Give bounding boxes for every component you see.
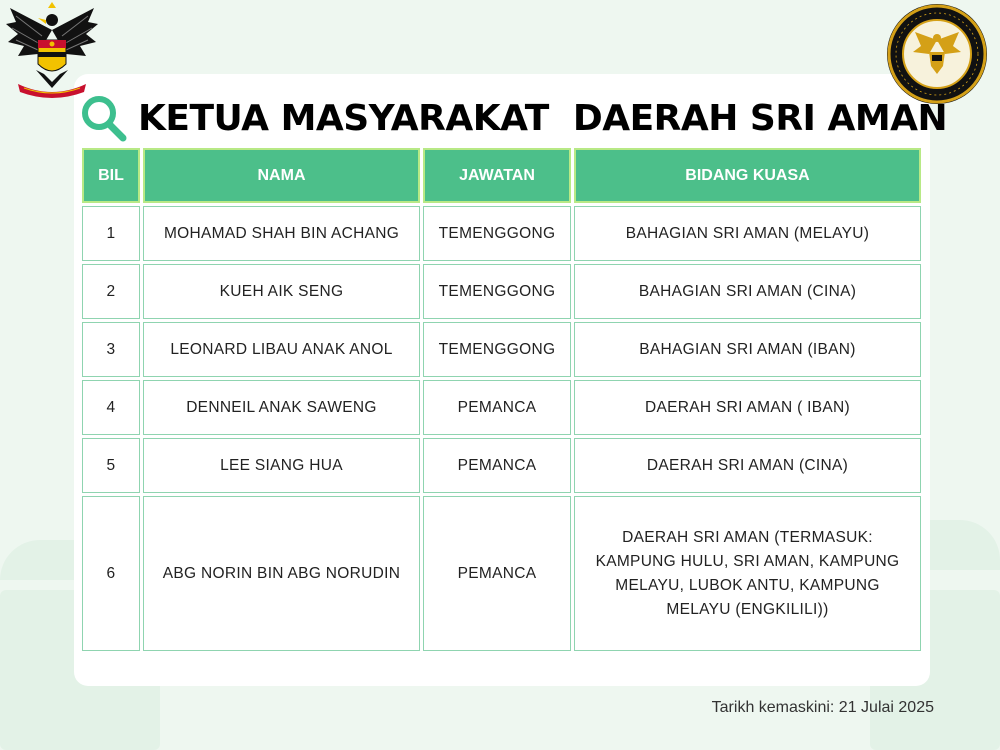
cell-bidang-kuasa: BAHAGIAN SRI AMAN (MELAYU) xyxy=(574,206,921,261)
page-title: KETUA MASYARAKAT DAERAH SRI AMAN xyxy=(138,97,948,139)
last-updated-text: Tarikh kemaskini: 21 Julai 2025 xyxy=(711,699,934,716)
cell-jawatan: PEMANCA xyxy=(423,438,571,493)
header-bil: BIL xyxy=(82,148,140,203)
cell-bidang-kuasa: BAHAGIAN SRI AMAN (IBAN) xyxy=(574,322,921,377)
cell-jawatan: PEMANCA xyxy=(423,496,571,651)
cell-bil: 5 xyxy=(82,438,140,493)
cell-nama: KUEH AIK SENG xyxy=(143,264,420,319)
cell-nama: LEE SIANG HUA xyxy=(143,438,420,493)
table-row xyxy=(82,438,921,493)
title-row xyxy=(80,92,947,144)
table-header-row xyxy=(82,148,921,203)
sarawak-civil-service-seal-icon xyxy=(885,2,989,106)
background-decoration xyxy=(0,722,160,742)
header-bidang-kuasa: BIDANG KUASA xyxy=(574,148,921,203)
cell-jawatan: PEMANCA xyxy=(423,380,571,435)
cell-nama: ABG NORIN BIN ABG NORUDIN xyxy=(143,496,420,651)
table-row xyxy=(82,380,921,435)
cell-jawatan: TEMENGGONG xyxy=(423,206,571,261)
cell-nama: LEONARD LIBAU ANAK ANOL xyxy=(143,322,420,377)
cell-bil: 1 xyxy=(82,206,140,261)
cell-bil: 4 xyxy=(82,380,140,435)
cell-nama: DENNEIL ANAK SAWENG xyxy=(143,380,420,435)
header-jawatan: JAWATAN xyxy=(423,148,571,203)
table-row xyxy=(82,264,921,319)
search-icon xyxy=(80,93,128,143)
cell-bidang-kuasa: DAERAH SRI AMAN (CINA) xyxy=(574,438,921,493)
cell-bidang-kuasa: DAERAH SRI AMAN (TERMASUK: KAMPUNG HULU, SRI AMAN, KAMPUNG MELAYU, LUBOK ANTU, KAMPUNG MELAYU (ENGKILILI)) xyxy=(574,496,921,651)
table-row xyxy=(82,206,921,261)
cell-nama: MOHAMAD SHAH BIN ACHANG xyxy=(143,206,420,261)
cell-bil: 3 xyxy=(82,322,140,377)
cell-bidang-kuasa: DAERAH SRI AMAN ( IBAN) xyxy=(574,380,921,435)
header-nama: NAMA xyxy=(143,148,420,203)
ketua-masyarakat-table xyxy=(79,145,924,654)
cell-bidang-kuasa: BAHAGIAN SRI AMAN (CINA) xyxy=(574,264,921,319)
table-row xyxy=(82,322,921,377)
table-row xyxy=(82,496,921,651)
sarawak-coat-of-arms-icon xyxy=(2,0,102,100)
cell-bil: 2 xyxy=(82,264,140,319)
cell-jawatan: TEMENGGONG xyxy=(423,264,571,319)
cell-jawatan: TEMENGGONG xyxy=(423,322,571,377)
cell-bil: 6 xyxy=(82,496,140,651)
